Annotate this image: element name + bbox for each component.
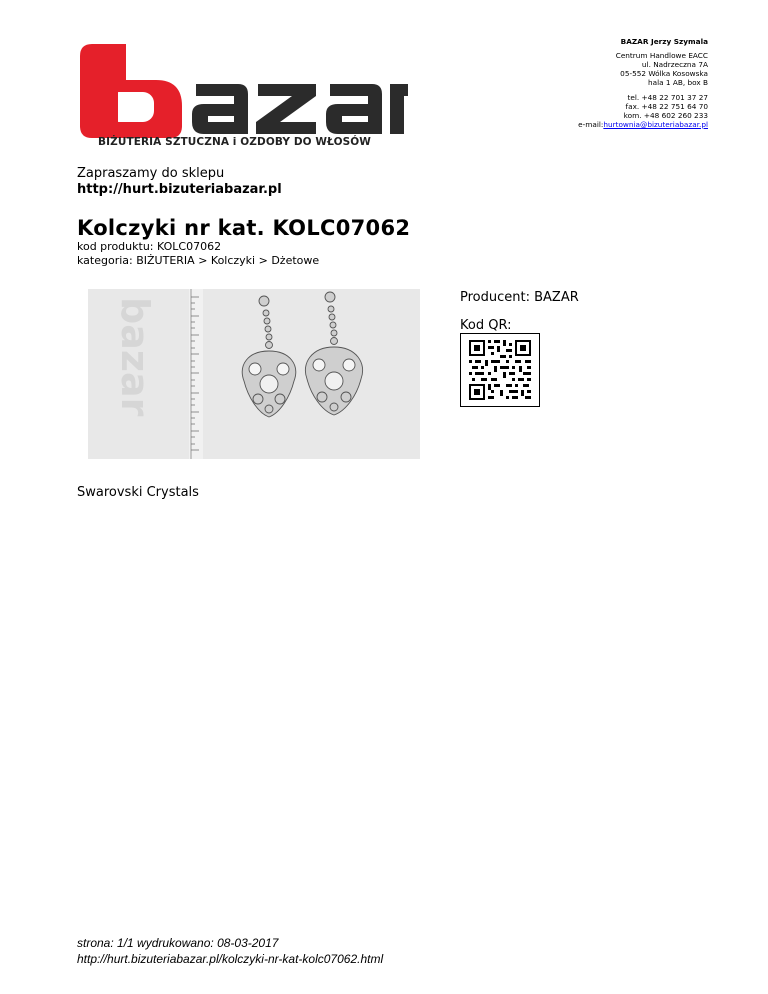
product-code: kod produktu: KOLC07062 [77, 240, 222, 253]
fax-line: fax. +48 22 751 64 70 [625, 102, 708, 111]
ruler [189, 289, 203, 459]
mobile-line: kom. +48 602 260 233 [623, 111, 708, 120]
company-name: BAZAR Jerzy Szymala [620, 37, 708, 46]
product-description: Swarovski Crystals [77, 485, 199, 500]
company-info [578, 37, 708, 129]
address-line: 05-552 Wólka Kosowska [620, 69, 708, 78]
address-line: ul. Nadrzeczna 7A [641, 60, 708, 69]
email-line [578, 120, 708, 129]
logo-azar-letters [192, 84, 408, 134]
product-category: kategoria: BIŻUTERIA > Kolczyki > Dżetowe [77, 254, 320, 267]
shop-url[interactable]: http://hurt.bizuteriabazar.pl [77, 182, 282, 197]
qr-code [460, 333, 540, 407]
address-line: hala 1 AB, box B [647, 78, 708, 87]
footer-url[interactable]: http://hurt.bizuteriabazar.pl/kolczyki-nr-kat-kolc07062.html [77, 952, 384, 966]
footer-page-info: strona: 1/1 wydrukowano: 08-03-2017 [77, 936, 279, 950]
product-photo [88, 289, 420, 459]
phone-line: tel. +48 22 701 37 27 [627, 93, 708, 102]
email-prefix: e-mail: [578, 120, 604, 129]
shop-invite [77, 166, 282, 198]
invite-text: Zapraszamy do sklepu [77, 166, 225, 181]
product-title: Kolczyki nr kat. KOLC07062 [77, 216, 411, 240]
product-meta [77, 240, 319, 268]
email-link[interactable]: hurtownia@bizuteriabazar.pl [603, 120, 708, 129]
producer-line: Producent: BAZAR [460, 290, 579, 305]
address-line: Centrum Handlowe EACC [615, 51, 708, 60]
logo-b-mark [80, 44, 182, 138]
photo-watermark: bazar [113, 297, 157, 417]
print-footer [77, 935, 383, 967]
logo-tagline: BIŻUTERIA SZTUCZNA i OZDOBY DO WŁOSÓW [98, 136, 371, 148]
qr-label: Kod QR: [460, 318, 512, 333]
